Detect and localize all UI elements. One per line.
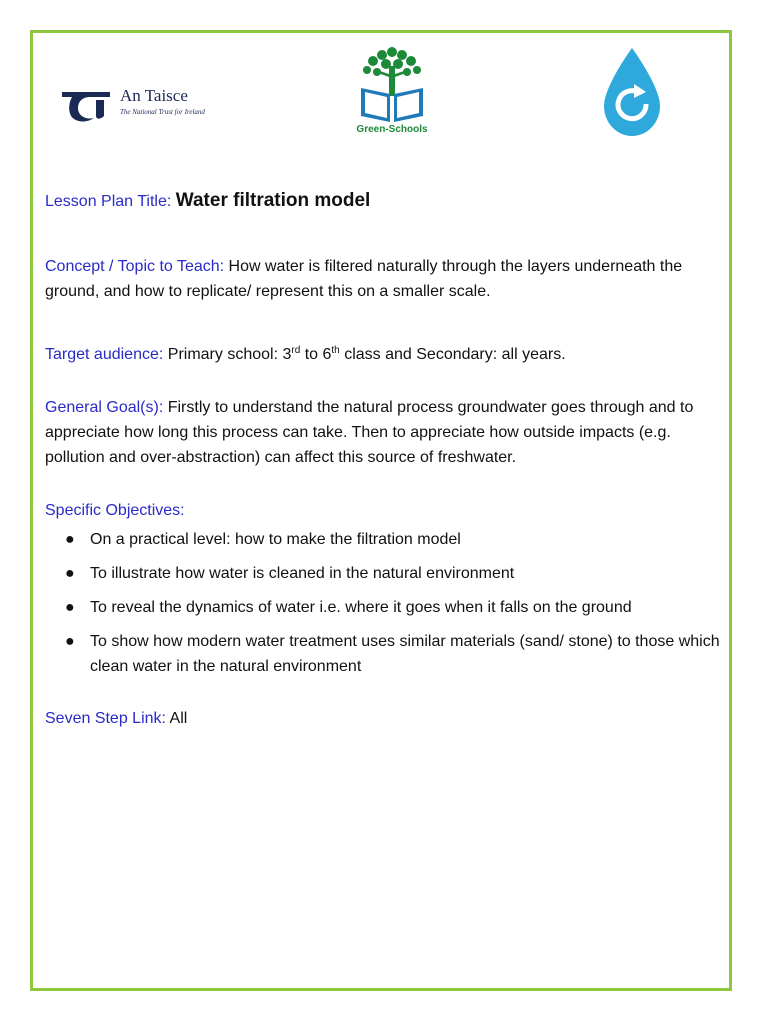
seven-step-section — [45, 706, 725, 731]
list-item — [45, 595, 725, 620]
objective-text: To reveal the dynamics of water i.e. where it goes when it falls on the ground — [90, 599, 632, 616]
objectives-list — [45, 527, 725, 679]
lesson-plan-content — [45, 188, 725, 731]
concept-section — [45, 254, 725, 304]
an-taisce-logo — [60, 86, 230, 126]
goal-section — [45, 395, 725, 470]
objectives-label: Specific Objectives: — [45, 502, 185, 519]
concept-value: How water is filtered naturally through the layers underneath the ground, and how to replicate/ represent this on a smaller scale. — [45, 258, 683, 300]
objective-text: To illustrate how water is cleaned in the natural environment — [90, 565, 515, 582]
seven-step-value: All — [169, 710, 188, 727]
bullet-icon: ● — [65, 531, 75, 548]
objective-text: To show how modern water treatment uses similar materials (sand/ stone) to those which clean water in the natural environment — [90, 633, 720, 675]
bullet-icon: ● — [65, 599, 75, 616]
lesson-title-value: Water filtration model — [175, 190, 371, 211]
audience-sup-1: rd — [291, 345, 301, 356]
audience-sup-2: th — [331, 345, 340, 356]
audience-text-3: class and Secondary: all years. — [344, 346, 566, 363]
list-item — [45, 629, 725, 679]
lesson-title-line — [45, 188, 725, 214]
an-taisce-emblem-icon — [60, 86, 116, 126]
audience-text-1: Primary school: 3 — [167, 346, 292, 363]
bullet-icon: ● — [65, 565, 75, 582]
seven-step-label: Seven Step Link: — [45, 710, 166, 727]
green-schools-tree-book-icon — [355, 44, 429, 124]
lesson-title-label: Lesson Plan Title: — [45, 193, 172, 210]
audience-text-2: to 6 — [304, 346, 332, 363]
audience-section — [45, 342, 725, 367]
green-schools-name: Green-Schools — [356, 124, 428, 135]
bullet-icon: ● — [65, 633, 75, 650]
list-item — [45, 527, 725, 552]
an-taisce-name: An Taisce — [120, 86, 188, 105]
green-schools-logo — [355, 44, 429, 140]
list-item — [45, 561, 725, 586]
audience-label: Target audience: — [45, 346, 164, 363]
an-taisce-tagline: The National Trust for Ireland — [120, 108, 205, 116]
water-drop-logo — [600, 46, 664, 138]
water-drop-refresh-icon — [600, 46, 664, 138]
concept-label: Concept / Topic to Teach: — [45, 258, 225, 275]
goal-label: General Goal(s): — [45, 399, 164, 416]
goal-value: Firstly to understand the natural process groundwater goes through and to appreciate how long this process can take. Then to appreciate how outside impacts (e.g. pollution and over-abstraction) can affect this source of freshwater. — [45, 399, 694, 466]
objective-text: On a practical level: how to make the filtration model — [90, 531, 461, 548]
